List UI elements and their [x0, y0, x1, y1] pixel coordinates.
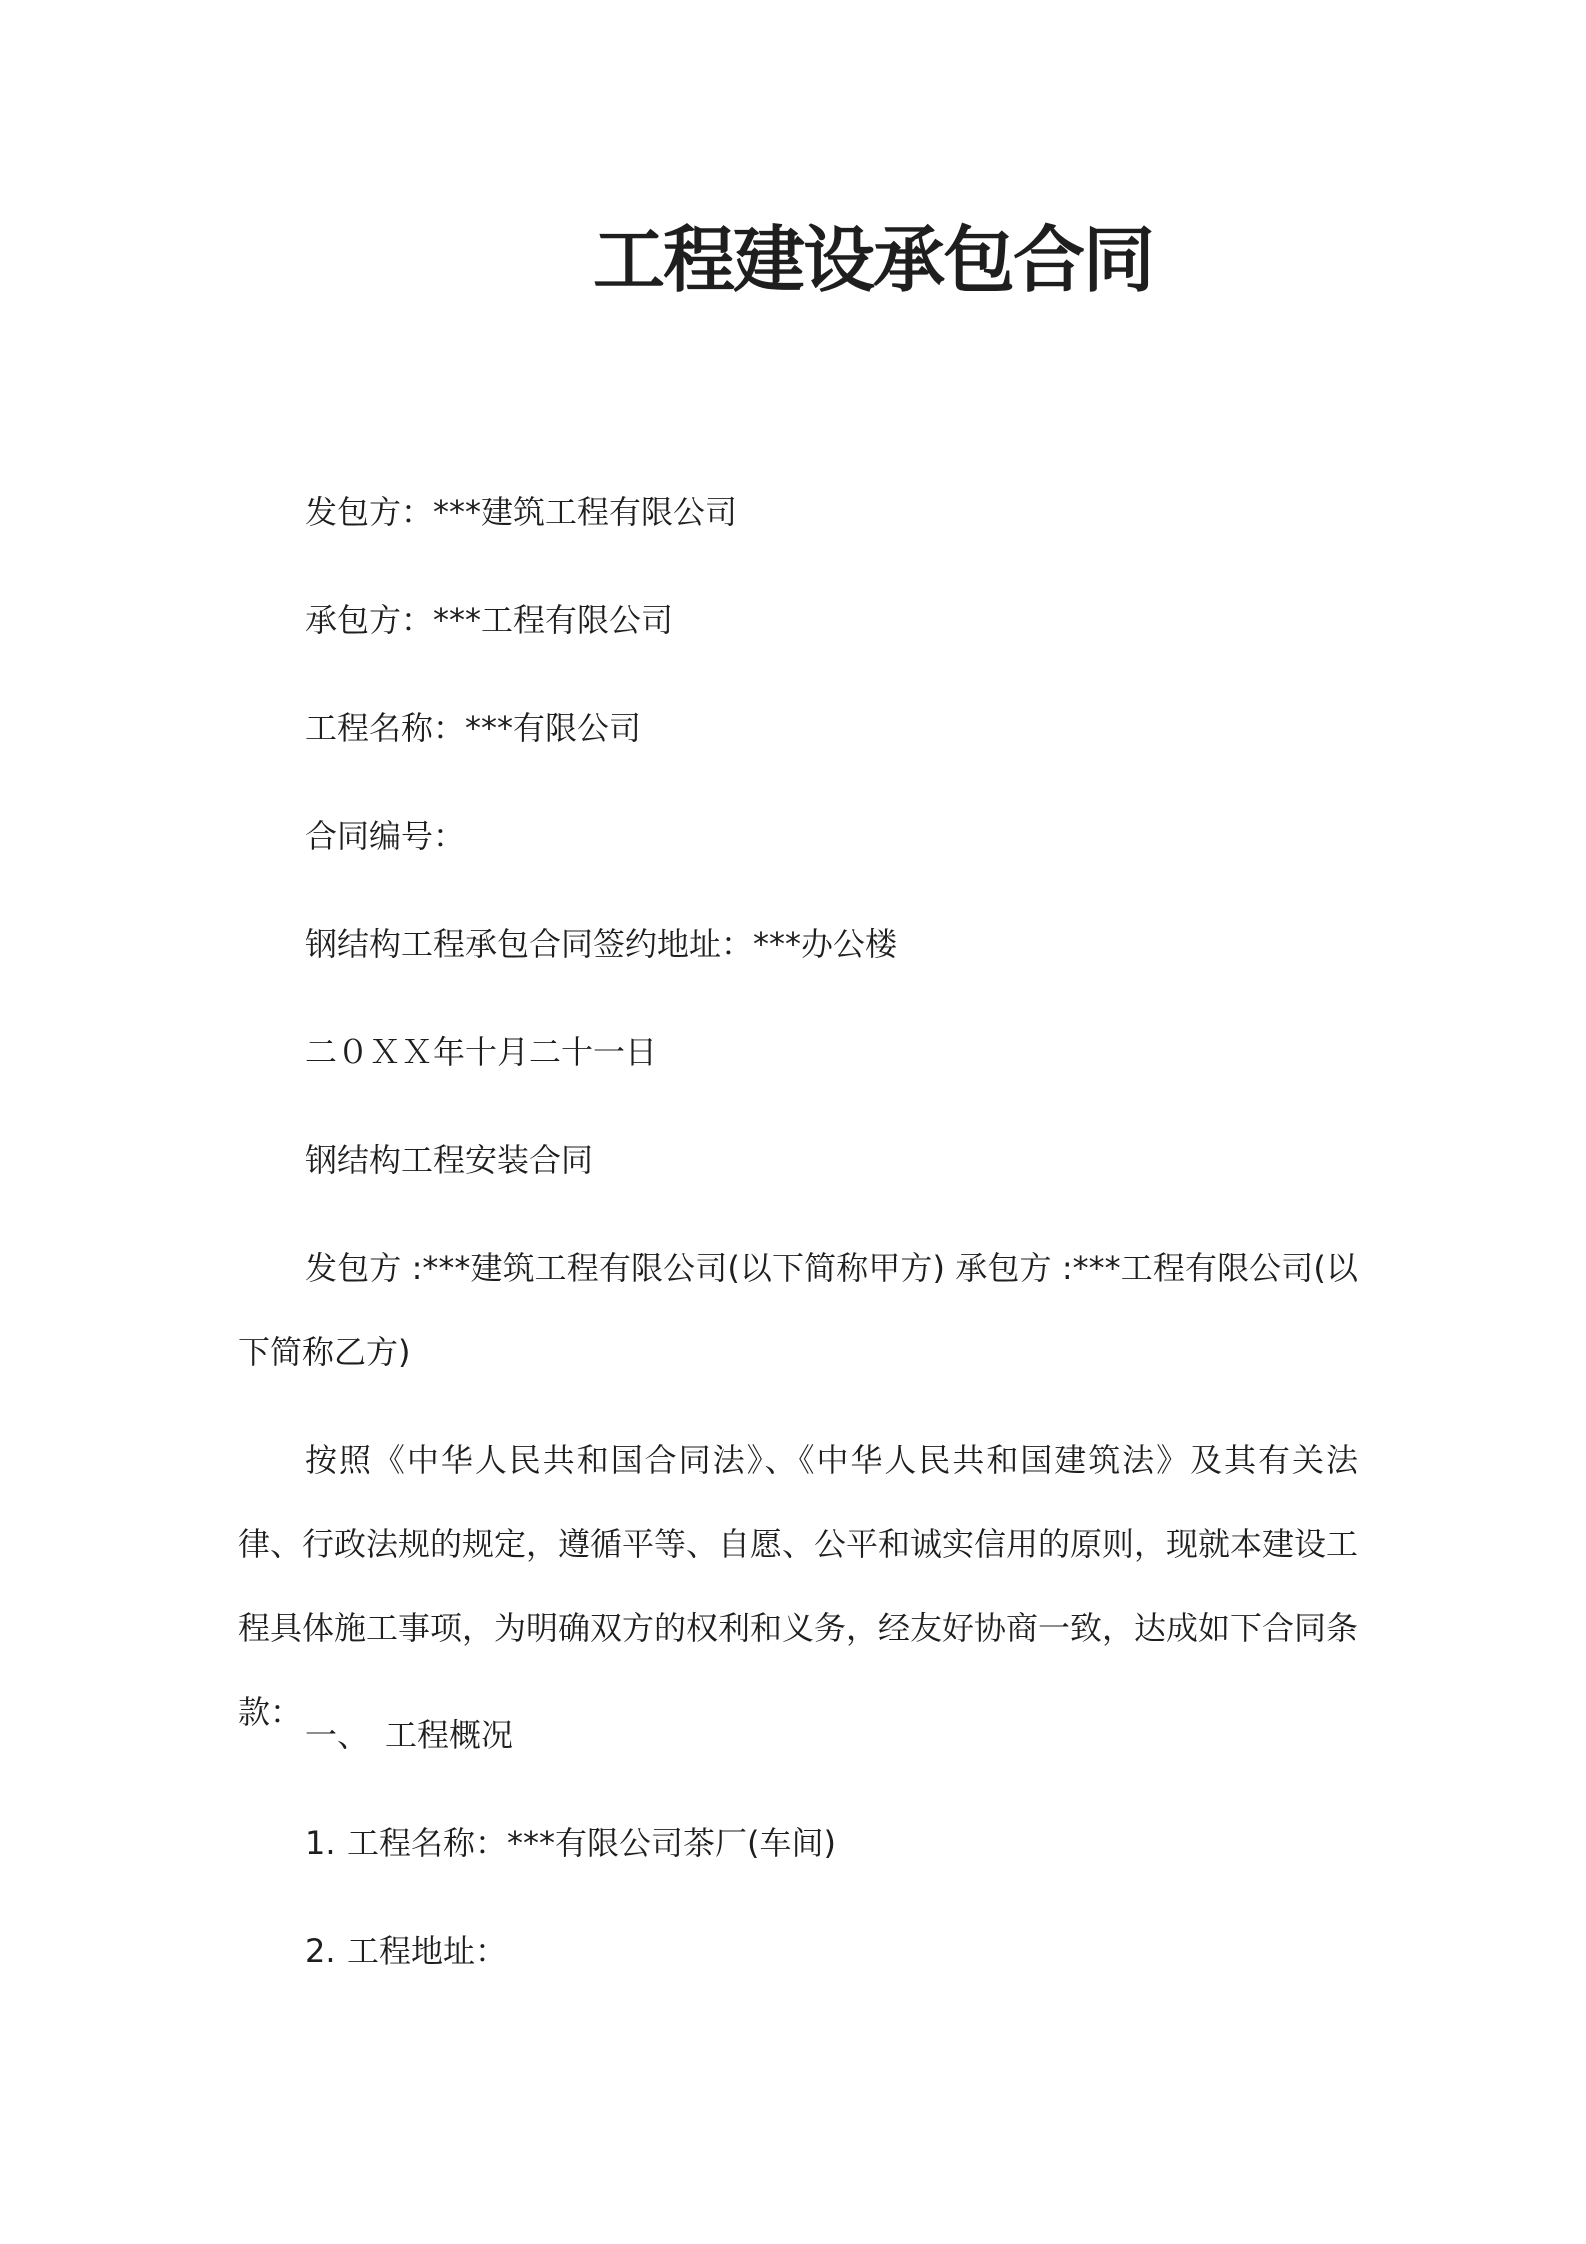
date-line: 二０ＸＸ年十月二十一日 — [305, 1033, 658, 1071]
list-item — [305, 1931, 507, 1971]
list-item — [305, 1823, 836, 1863]
section-title: 工程概况 — [385, 1716, 514, 1754]
signing-place-line: 钢结构工程承包合同签约地址：***办公楼 — [305, 925, 898, 963]
contract-subtitle: 钢结构工程安装合同 — [305, 1141, 594, 1179]
project-name-line: 工程名称：***有限公司 — [305, 709, 642, 747]
preamble-paragraph: 按照《中华人民共和国合同法》、《中华人民共和国建筑法》及其有关法律、行政法规的规定，遵循平等、自愿、公平和诚实信用的原则，现就本建设工程具体施工事项，为明确双方的权利和义务，经友好协商一致，达成如下合同条款： — [238, 1441, 1359, 1731]
list-item-text: 工程名称：***有限公司茶厂(车间) — [347, 1824, 836, 1862]
list-item-text: 工程地址： — [347, 1932, 508, 1970]
employer-line: 发包方：***建筑工程有限公司 — [305, 493, 738, 531]
contract-number-line: 合同编号： — [305, 817, 466, 855]
section-number: 一、 — [305, 1716, 370, 1754]
parties-paragraph: 发包方 :***建筑工程有限公司(以下简称甲方) 承包方 :***工程有限公司(以下简称乙方) — [238, 1249, 1358, 1371]
list-item-number: 1. — [305, 1824, 336, 1862]
document-title: 工程建设承包合同 — [592, 218, 1153, 302]
section-heading — [305, 1715, 513, 1755]
list-item-number: 2. — [305, 1932, 336, 1970]
contractor-line: 承包方：***工程有限公司 — [305, 601, 674, 639]
